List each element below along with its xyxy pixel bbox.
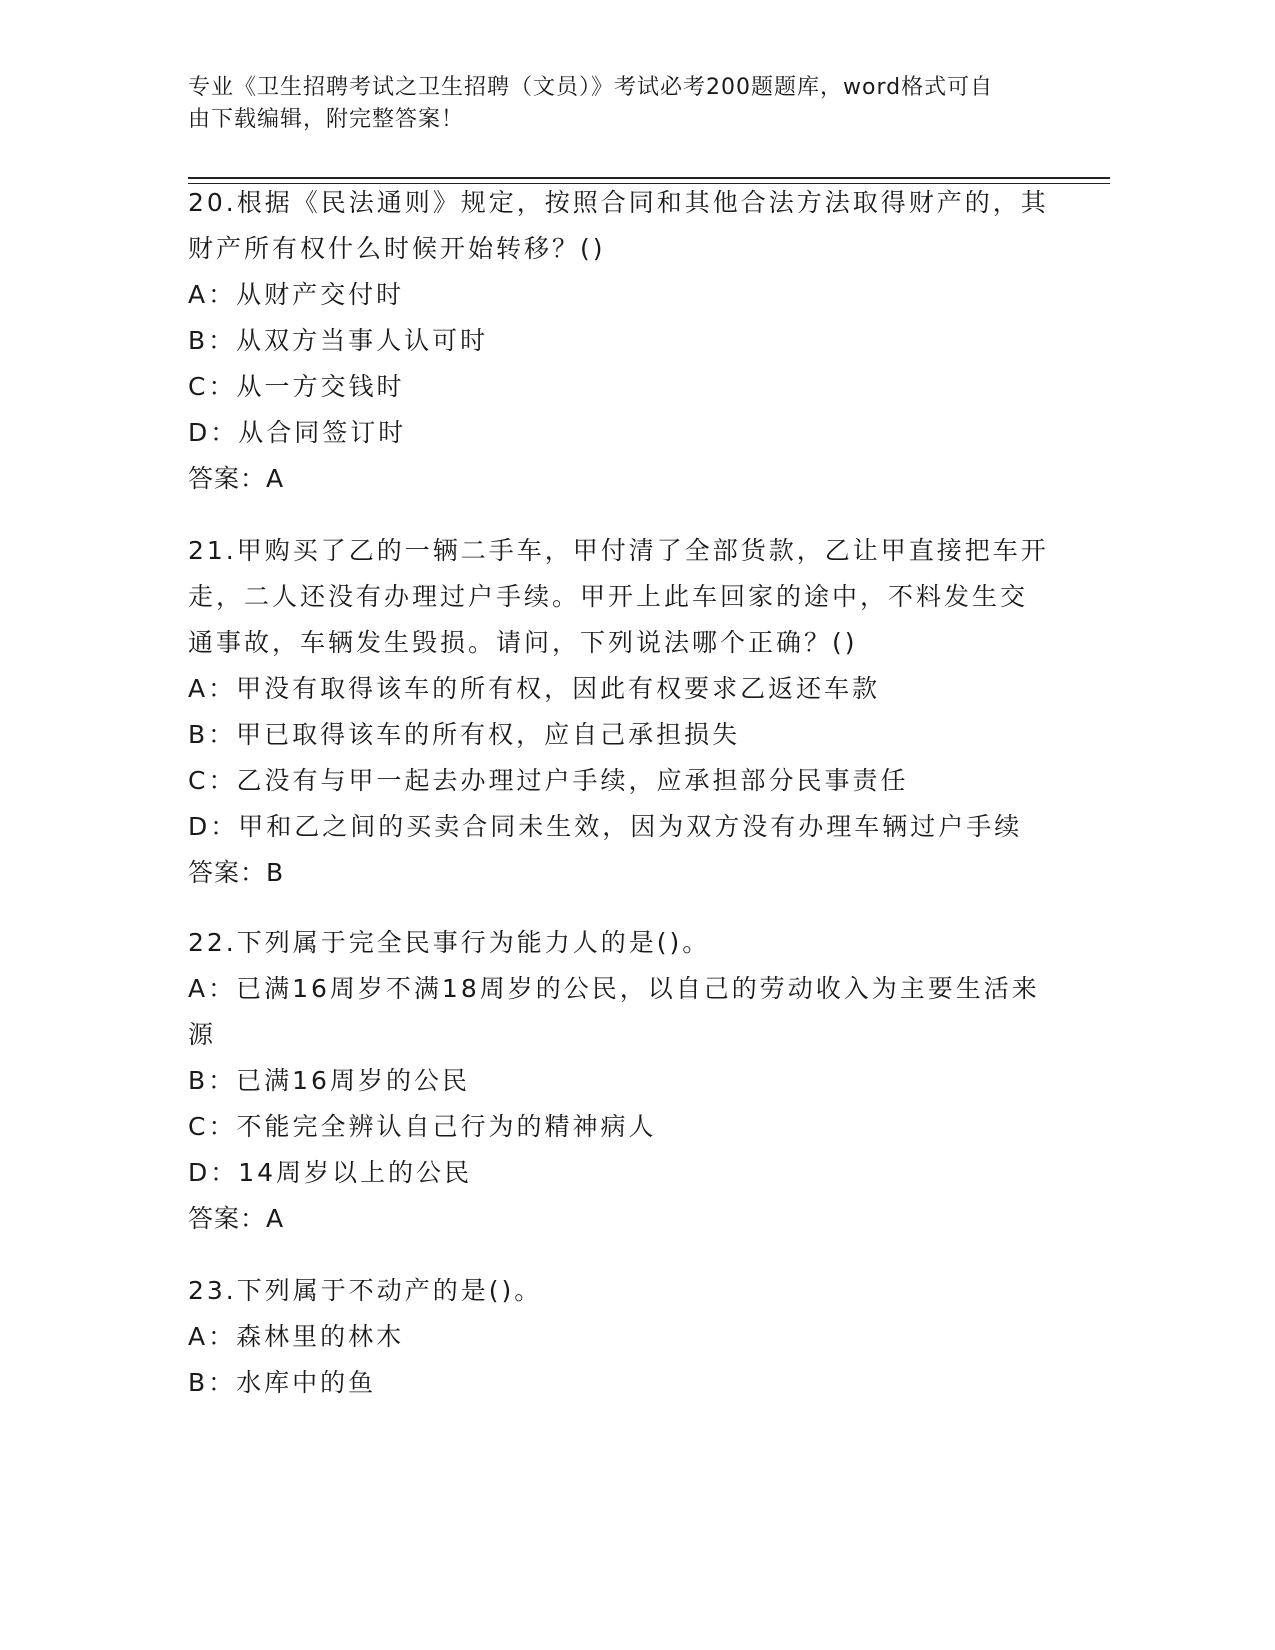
option-a: A：已满16周岁不满18周岁的公民，以自己的劳动收入为主要生活来 — [188, 974, 1040, 1003]
option-d: D：14周岁以上的公民 — [188, 1158, 473, 1187]
question-stem-line: 22.下列属于完全民事行为能力人的是()。 — [188, 928, 711, 957]
option-a-continued: 源 — [188, 1020, 217, 1049]
option-d: D：甲和乙之间的买卖合同未生效，因为双方没有办理车辆过户手续 — [188, 812, 1023, 841]
answer-label: 答案：A — [188, 1204, 285, 1233]
option-d: D：从合同签订时 — [188, 418, 407, 447]
question-21 — [188, 528, 1068, 896]
document-header — [188, 72, 1068, 136]
question-stem-line: 23.下列属于不动产的是()。 — [188, 1276, 543, 1305]
question-stem-line: 财产所有权什么时候开始转移？() — [188, 234, 606, 263]
header-line-1: 专业《卫生招聘考试之卫生招聘（文员）》考试必考200题题库，word格式可自 — [188, 75, 994, 100]
option-c: C：从一方交钱时 — [188, 372, 405, 401]
question-22 — [188, 920, 1068, 1242]
question-stem-line: 走，二人还没有办理过户手续。甲开上此车回家的途中，不料发生交 — [188, 582, 1029, 611]
answer-label: 答案：B — [188, 858, 285, 887]
question-23 — [188, 1268, 1068, 1406]
question-stem-line: 20.根据《民法通则》规定，按照合同和其他合法方法取得财产的，其 — [188, 188, 1049, 217]
option-a: A：从财产交付时 — [188, 280, 405, 309]
question-20 — [188, 180, 1068, 502]
header-divider-thick — [188, 177, 1110, 179]
option-b: B：已满16周岁的公民 — [188, 1066, 470, 1095]
option-b: B：水库中的鱼 — [188, 1368, 377, 1397]
question-stem-line: 21.甲购买了乙的一辆二手车，甲付清了全部货款，乙让甲直接把车开 — [188, 536, 1049, 565]
option-a: A：甲没有取得该车的所有权，因此有权要求乙返还车款 — [188, 674, 881, 703]
option-c: C：不能完全辨认自己行为的精神病人 — [188, 1112, 657, 1141]
option-b: B：甲已取得该车的所有权，应自己承担损失 — [188, 720, 741, 749]
header-line-2: 由下载编辑，附完整答案！ — [188, 107, 465, 132]
answer-label: 答案：A — [188, 464, 285, 493]
question-stem-line: 通事故，车辆发生毁损。请问，下列说法哪个正确？() — [188, 628, 858, 657]
option-b: B：从双方当事人认可时 — [188, 326, 489, 355]
option-c: C：乙没有与甲一起去办理过户手续，应承担部分民事责任 — [188, 766, 909, 795]
option-a: A：森林里的林木 — [188, 1322, 405, 1351]
